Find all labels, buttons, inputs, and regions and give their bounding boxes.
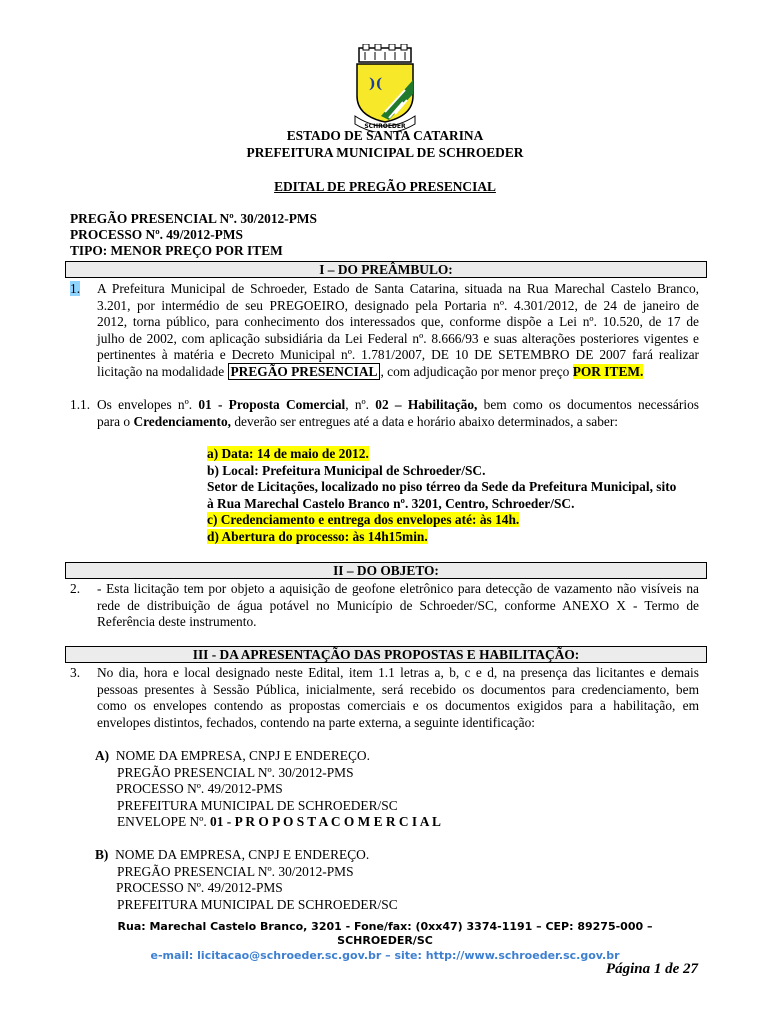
item-1-1-paragraph: Os envelopes nº. 01 - Proposta Comercial, nº. 02 – Habilitação, bem como os documentos necessários para o Credenciamento, deverão ser entregues até a data e horário abaixo determinados, a saber: <box>97 397 699 429</box>
prefecture-heading: PREFEITURA MUNICIPAL DE SCHROEDER <box>246 145 524 160</box>
crest-label: SCHROEDER <box>364 123 406 130</box>
schedule-date: a) Data: 14 de maio de 2012. <box>207 446 369 461</box>
section-propostas-heading: III - DA APRESENTAÇÃO DAS PROPOSTAS E HABILITAÇÃO: <box>65 646 707 663</box>
schedule-abertura: d) Abertura do processo: às 14h15min. <box>207 528 428 544</box>
section-preambulo-heading: I – DO PREÂMBULO: <box>65 261 707 278</box>
footer-contact-link[interactable]: e-mail: licitacao@schroeder.sc.gov.br – site: http://www.schroeder.sc.gov.br <box>150 949 620 962</box>
schedule-block <box>207 446 702 545</box>
modality-box: PREGÃO PRESENCIAL <box>228 363 381 380</box>
document-title: EDITAL DE PREGÃO PRESENCIAL <box>274 179 496 194</box>
schedule-setor-1: Setor de Licitações, localizado no piso térreo da Sede da Prefeitura Municipal, sito <box>207 479 677 494</box>
tipo-label: TIPO: MENOR PREÇO POR ITEM <box>70 243 283 258</box>
processo-number: PROCESSO Nº. 49/2012-PMS <box>70 227 243 242</box>
schedule-credenciamento: c) Credenciamento e entrega dos envelopes até: às 14h. <box>207 512 520 527</box>
envelope-a-type: 01 - P R O P O S T A C O M E R C I A L <box>210 814 441 829</box>
schedule-setor-2: à Rua Marechal Castelo Branco nº. 3201, Centro, Schroeder/SC. <box>207 495 575 511</box>
schedule-location: b) Local: Prefeitura Municipal de Schroeder/SC. <box>207 462 486 478</box>
item-2-number: 2. <box>70 581 81 596</box>
municipal-crest-icon <box>345 44 425 132</box>
envelope-a-block: A) NOME DA EMPRESA, CNPJ E ENDEREÇO. PREGÃO PRESENCIAL Nº. 30/2012-PMS PROCESSO Nº. 49/2012-PMS PREFEITURA MUNICIPAL DE SCHROEDER/SC ENVELOPE Nº. 01 - P R O P O S T A C O M E R C I A L <box>95 748 441 829</box>
section-objeto-heading: II – DO OBJETO: <box>65 562 707 579</box>
item-3-number: 3. <box>70 665 81 680</box>
page-number: Página 1 de 27 <box>605 961 698 977</box>
item-1-number: 1. <box>70 281 81 296</box>
state-heading: ESTADO DE SANTA CATARINA <box>286 128 484 143</box>
pregao-number: PREGÃO PRESENCIAL Nº. 30/2012-PMS <box>70 211 317 226</box>
footer-address: Rua: Marechal Castelo Branco, 3201 - Fone/fax: (0xx47) 3374-1191 – CEP: 89275-000 – SCHROEDER/SC <box>117 920 653 947</box>
svg-text:)(: )( <box>369 76 383 92</box>
item-3-paragraph: No dia, hora e local designado neste Edital, item 1.1 letras a, b, c e d, na presença das licitantes e demais pessoas presentes à Sessão Pública, inicialmente, será recebido os documentos para credenciamento, bem como os envelopes contendo as propostas comerciais e os documentos exigidos para a habilitação, em envelopes distintos, fechados, contendo na parte externa, a seguinte identificação: <box>97 665 699 730</box>
item-2-paragraph: - Esta licitação tem por objeto a aquisição de geofone eletrônico para detecção de vazamento não visíveis na rede de distribuição de água potável no Município de Schroeder/SC, conforme ANEXO X - Termo de Referência deste instrumento. <box>97 581 699 629</box>
envelope-b-block: B) NOME DA EMPRESA, CNPJ E ENDEREÇO. PREGÃO PRESENCIAL Nº. 30/2012-PMS PROCESSO Nº. 49/2012-PMS PREFEITURA MUNICIPAL DE SCHROEDER/SC <box>95 847 398 912</box>
item-1-paragraph: A Prefeitura Municipal de Schroeder, Estado de Santa Catarina, situada na Rua Marechal Castelo Branco, 3.201, por intermédio de seu PREGOEIRO, designado pela Portaria nº. 4.301/2012, de 24 de janeiro de 2012, torna público, para conhecimento dos interessados que, conforme dispõe a Lei nº. 10.520, de 17 de julho de 2002, com aplicação subsidiária da Lei Federal nº. 8.666/93 e suas alterações posteriores vigentes e pertinentes à matéria e Decreto Municipal nº. 1.781/2007, DE 10 DE SETEMBRO DE 2007 fará realizar licitação na modalidade PREGÃO PRESENCIAL , com adjudicação por menor preço POR ITEM. <box>97 281 699 379</box>
por-item-highlight: POR ITEM. <box>572 363 644 379</box>
item-1-1-number: 1.1. <box>70 397 91 412</box>
